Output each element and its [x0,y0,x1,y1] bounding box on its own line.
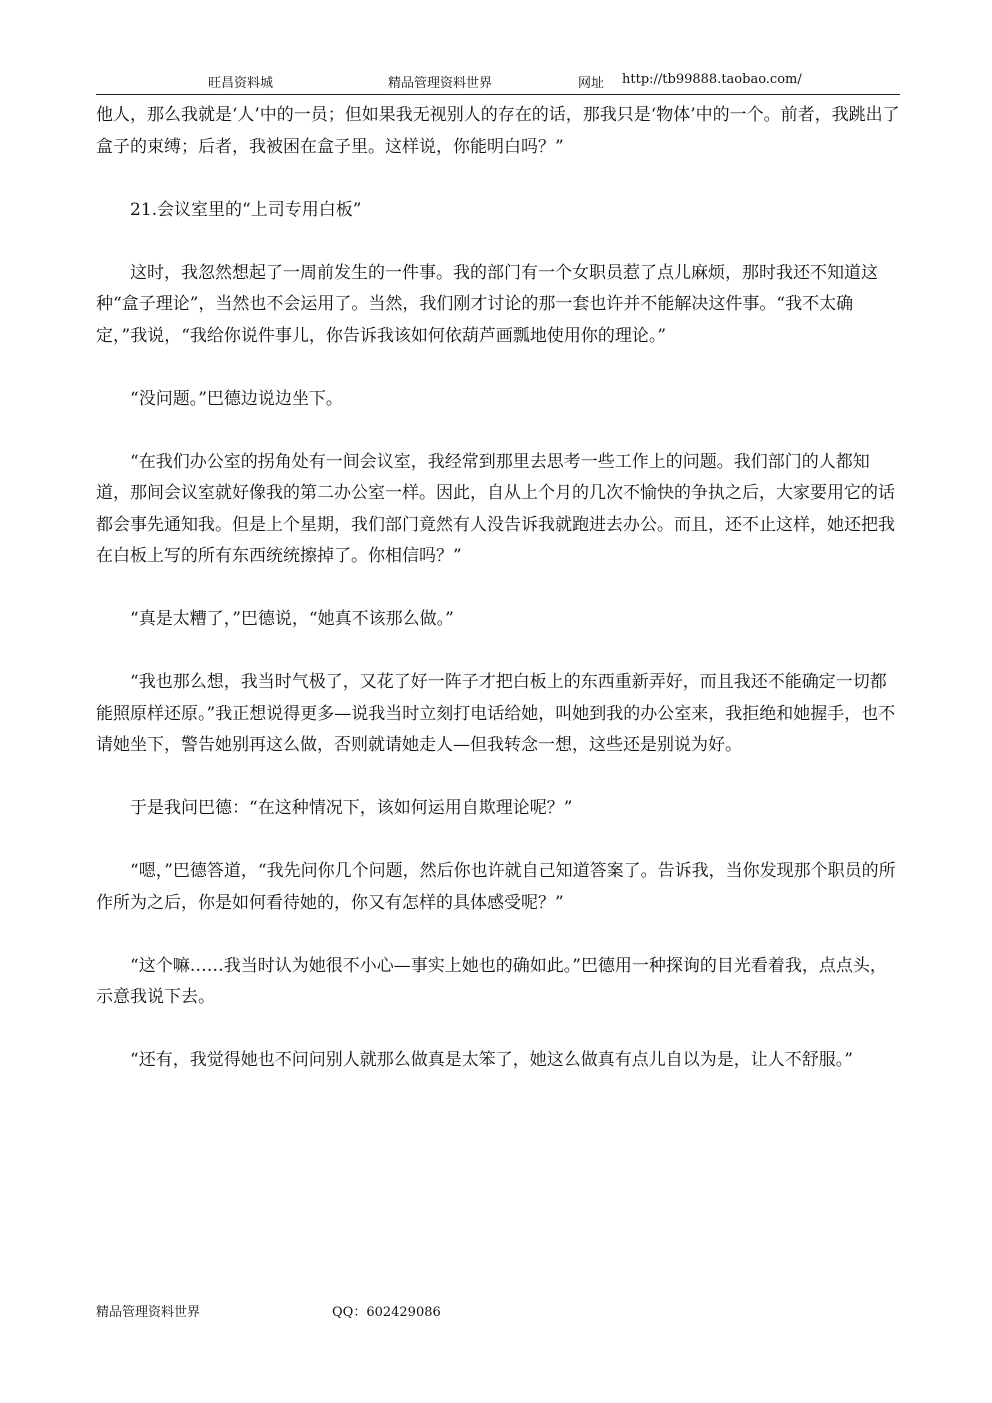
header-url-label: 网址 [578,76,605,91]
document-body [96,100,900,1077]
footer-qq: QQ：602429086 [332,1305,441,1320]
paragraph: “嗯，”巴德答道，“我先问你几个问题，然后你也许就自己知道答案了。告诉我，当你发现那个职员的所作所为之后，你是如何看待她的，你又有怎样的具体感受呢？” [96,861,896,913]
header-url[interactable]: http://tb99888.taobao.com/ [622,72,802,87]
paragraph: “没问题。”巴德边说边坐下。 [130,388,343,409]
header-site-name: 旺昌资料城 [208,76,274,91]
paragraph: “还有，我觉得她也不问问别人就那么做真是太笨了，她这么做真有点儿自以为是，让人不舒服。” [130,1050,853,1070]
section-heading: 21.会议室里的“上司专用白板” [130,199,362,220]
paragraph: 于是我问巴德：“在这种情况下，该如何运用自欺理论呢？” [130,798,573,818]
paragraph: “我也那么想，我当时气极了，又花了好一阵子才把白板上的东西重新弄好，而且我还不能确定一切都能照原样还原。”我正想说得更多—说我当时立刻打电话给她，叫她到我的办公室来，我拒绝和她握手，也不请她坐下，警告她别再这么做，否则就请她走人—但我转念一想，这些还是别说为好。 [96,672,896,755]
paragraph: “在我们办公室的拐角处有一间会议室，我经常到那里去思考一些工作上的问题。我们部门的人都知道，那间会议室就好像我的第二办公室一样。因此，自从上个月的几次不愉快的争执之后，大家要用它的话都会事先通知我。但是上个星期，我们部门竟然有人没告诉我就跑进去办公。而且，还不止这样，她还把我在白板上写的所有东西统统擦掉了。你相信吗？” [96,451,895,566]
footer-site-name: 精品管理资料世界 [96,1305,201,1320]
header-title: 精品管理资料世界 [388,76,493,91]
page-header [96,70,900,95]
paragraph: “这个嘛……我当时认为她很不小心—事实上她也的确如此。”巴德用一种探询的目光看着我，点点头，示意我说下去。 [96,955,887,1007]
paragraph: 这时，我忽然想起了一周前发生的一件事。我的部门有一个女职员惹了点儿麻烦，那时我还不知道这种“盒子理论”，当然也不会运用了。当然，我们刚才讨论的那一套也许并不能解决这件事。“我不太确定，”我说，“我给你说件事儿，你告诉我该如何依葫芦画瓢地使用你的理论。” [96,262,878,346]
paragraph-continued: 他人，那么我就是‘人’中的一员；但如果我无视别人的存在的话，那我只是‘物体’中的一个。前者，我跳出了盒子的束缚；后者，我被困在盒子里。这样说，你能明白吗？” [96,105,900,157]
paragraph: “真是太糟了，”巴德说，“她真不该那么做。” [130,609,454,629]
